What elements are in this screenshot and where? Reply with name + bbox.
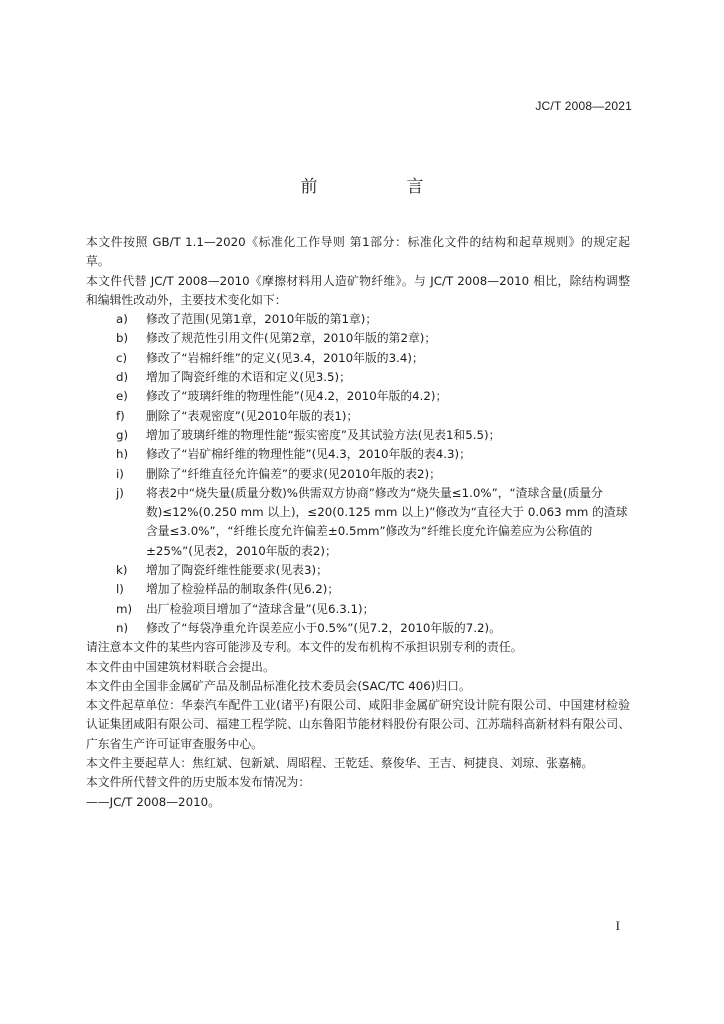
list-marker: h) (116, 447, 129, 462)
list-marker: e) (116, 389, 128, 404)
page-number: I (615, 918, 620, 933)
list-marker: l) (116, 582, 124, 597)
list-item (110, 310, 630, 329)
list-marker: f) (116, 408, 125, 423)
list-item (110, 387, 630, 406)
list-item (110, 484, 630, 561)
list-item (110, 426, 630, 445)
list-text: 增加了陶瓷纤维的术语和定义(见3.5)； (146, 370, 351, 385)
list-marker: m) (116, 601, 133, 616)
intro-paragraph-2: 本文件代替 JC/T 2008—2010《摩擦材料用人造矿物纤维》。与 JC/T 2008—2010 相比，除结构调整和编辑性改动外，主要技术变化如下： (86, 273, 630, 307)
list-text: 修改了范围(见第1章，2010年版的第1章)； (146, 312, 378, 327)
document-body (86, 233, 630, 812)
list-text: 出厂检验项目增加了“渣球含量”(见6.3.1)； (146, 601, 375, 616)
list-item (110, 580, 630, 599)
changes-list (110, 310, 630, 638)
list-item (110, 368, 630, 387)
list-text: 删除了“表观密度”(见2010年版的表1)； (146, 408, 359, 423)
list-marker: g) (116, 427, 129, 442)
drafters: 本文件主要起草人：焦红斌、包新斌、周昭程、王乾廷、蔡俊华、王吉、柯捷良、刘琼、张嘉楠。 (86, 756, 594, 771)
list-marker: a) (116, 312, 128, 327)
list-text: 增加了玻璃纤维的物理性能“振实密度”及其试验方法(见表1和5.5)； (146, 427, 501, 442)
list-marker: i) (116, 466, 124, 481)
list-item (110, 349, 630, 368)
list-item (110, 561, 630, 580)
list-marker: j) (116, 485, 124, 500)
standard-code: JC/T 2008—2021 (535, 99, 632, 113)
list-marker: k) (116, 563, 128, 578)
list-text: 将表2中“烧失量(质量分数)%供需双方协商”修改为“烧失量≤1.0%”，“渣球含量(质量分数)≤12%(0.250 mm 以上)，≤20(0.125 mm 以上)”修改为“直径大于 0.063 mm 的渣球含量≤3.0%”，“纤维长度允许偏差±0.5mm”修改为“纤维长度允许偏差应为公称值的±25%”(见表2，2010年版的表2)； (146, 485, 628, 558)
proposer-statement: 本文件由中国建筑材料联合会提出。 (86, 659, 275, 674)
list-text: 删除了“纤维直径允许偏差”的要求(见2010年版的表2)； (146, 466, 441, 481)
history-item: ——JC/T 2008—2010。 (86, 794, 220, 809)
list-marker: d) (116, 370, 129, 385)
list-text: 增加了陶瓷纤维性能要求(见表3)； (146, 563, 328, 578)
drafting-units: 本文件起草单位：华泰汽车配件工业(诸平)有限公司、咸阳非金属矿研究设计院有限公司、中国建材检验认证集团咸阳有限公司、福建工程学院、山东鲁阳节能材料股份有限公司、江苏瑞科高新材料有限公司、广东省生产许可证审查服务中心。 (86, 698, 630, 751)
list-item (110, 407, 630, 426)
list-item (110, 465, 630, 484)
patent-notice: 请注意本文件的某些内容可能涉及专利。本文件的发布机构不承担识别专利的责任。 (86, 640, 523, 655)
intro-paragraph-1: 本文件按照 GB/T 1.1—2020《标准化工作导则 第1部分：标准化文件的结构和起草规则》的规定起草。 (86, 235, 630, 269)
list-text: 修改了规范性引用文件(见第2章，2010年版的第2章)； (146, 331, 437, 346)
list-text: 修改了“岩矿棉纤维的物理性能”(见4.3，2010年版的表4.3)； (146, 447, 471, 462)
page-title: 前 言 (300, 177, 460, 197)
list-marker: c) (116, 350, 128, 365)
list-item (110, 600, 630, 619)
list-item (110, 445, 630, 464)
list-text: 增加了检验样品的制取条件(见6.2)； (146, 582, 340, 597)
list-marker: b) (116, 331, 129, 346)
list-item (110, 619, 630, 638)
committee-statement: 本文件由全国非金属矿产品及制品标准化技术委员会(SAC/TC 406)归口。 (86, 678, 471, 693)
list-text: 修改了“岩棉纤维”的定义(见3.4，2010年版的3.4)； (146, 350, 424, 365)
list-marker: n) (116, 620, 129, 635)
list-text: 修改了“每袋净重允许误差应小于0.5%”(见7.2，2010年版的7.2)。 (146, 620, 501, 635)
history-intro: 本文件所代替文件的历史版本发布情况为： (86, 775, 311, 790)
list-item (110, 329, 630, 348)
list-text: 修改了“玻璃纤维的物理性能”(见4.2，2010年版的4.2)； (146, 389, 448, 404)
